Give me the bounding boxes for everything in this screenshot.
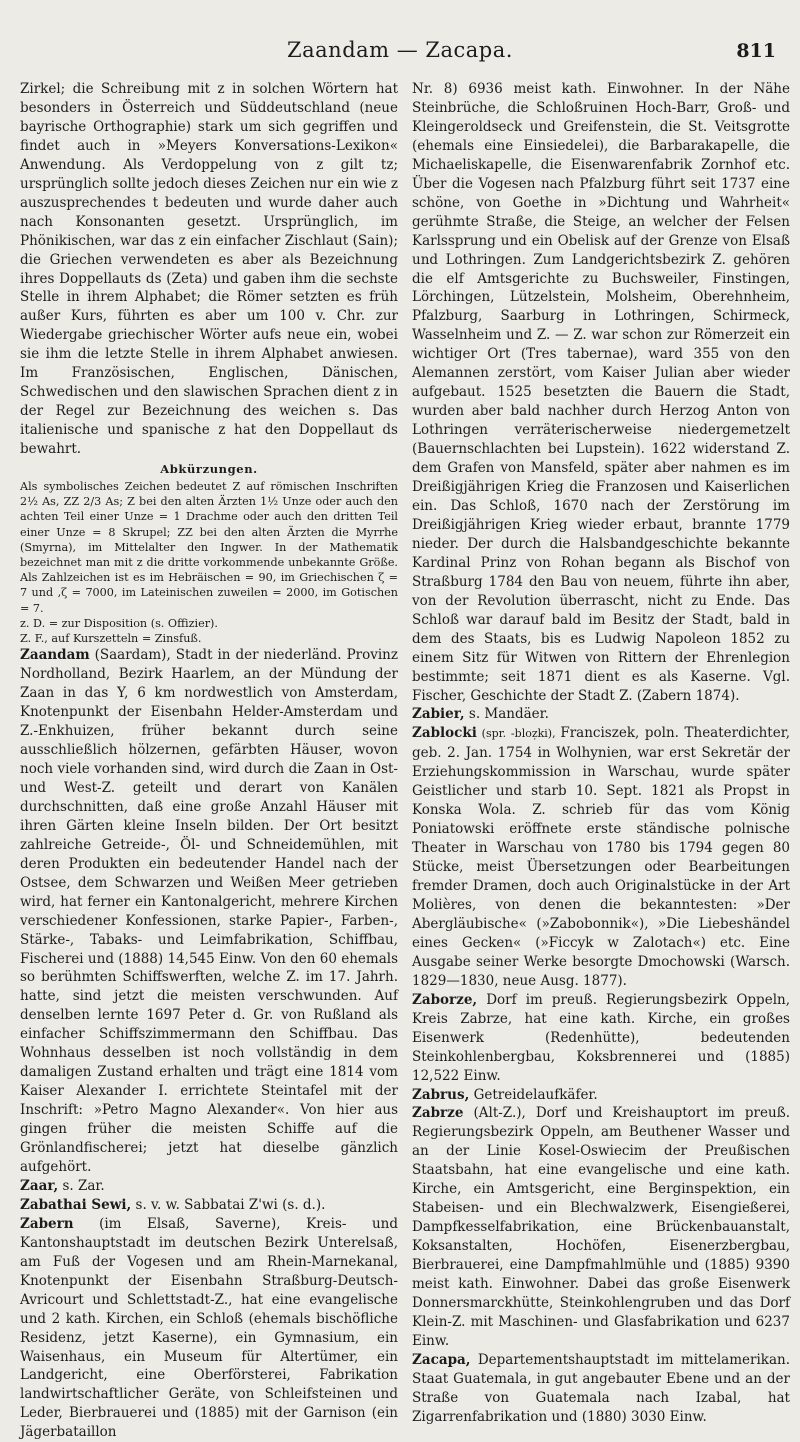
entry-zablocki: [412, 724, 790, 990]
entry-zabern-continuation: Nr. 8) 6936 meist kath. Einwohner. In der Nähe Steinbrüche, die Schloßruinen Hoch-Barr, Groß- und Kleingeroldseck und Greifenstein, die St. Veitsgrotte (ehemals eine Einsiedelei), die Barbarakapelle, die Michaeliskapelle, die Eisenwarenfabrik Zornhof etc. Über die Vogesen nach Pfalzburg führt seit 1737 eine schöne, von Goethe in »Dichtung und Wahrheit« gerühmte Straße, die Steige, an welcher der Felsen Karlssprung und ein Obelisk auf der Grenze von Elsaß und Lothringen. Zum Landgerichtsbezirk Z. gehören die elf Amtsgerichte zu Buchsweiler, Finstingen, Lörchingen, Lützelstein, Molsheim, Oberehnheim, Pfalzburg, Saarburg in Lothringen, Schirmeck, Wasselnheim und Z. — Z. war schon zur Römerzeit ein wichtiger Ort (Tres tabernae), ward 355 von den Alemannen zerstört, vom Kaiser Julian aber wieder aufgebaut. 1525 besetzten die Bauern die Stadt, wurden aber bald nachher durch Herzog Anton von Lothringen verräterischerweise niedergemetzelt (Bauernschlachten bei Lupstein). 1622 widerstand Z. dem Grafen von Mansfeld, später aber nahmen es im Dreißigjährigen Krieg die Franzosen und Kaiserlichen ein. Das Schloß, 1670 nach der Zerstörung im Dreißigjährigen Krieg wieder erbaut, brannte 1779 nieder. Der durch die Halsbandgeschichte bekannte Kardinal Prinz von Rohan begann als Bischof von Straßburg 1784 den Bau von neuem, führte ihn aber, von der Revolution überrascht, nicht zu Ende. Das Schloß war darauf bald im Besitz der Stadt, bald in dem des Staats, bis es Ludwig Napoleon 1852 zu einem Sitz für Witwen von Rittern der Ehrenlegion bestimmte; seit 1871 dient es als Kaserne. Vgl. Fischer, Geschichte der Stadt Z. (Zabern 1874).: [412, 81, 790, 704]
right-column: [412, 80, 790, 1425]
entry-zaandam: [20, 646, 398, 1177]
running-head: Zaandam — Zacapa.: [287, 38, 513, 62]
entry-zabier-text: s. Mandäer.: [464, 706, 549, 723]
entry-zacapa: [412, 1351, 790, 1427]
given-name-zablocki: Franciszek,: [560, 725, 640, 742]
entry-zabrus-text: Getreidelaufkäfer.: [469, 1086, 598, 1103]
headword-zabathai: Zabathai Sewi,: [20, 1196, 132, 1213]
abbreviation-z-d: z. D. = zur Disposition (s. Offizier).: [20, 616, 218, 630]
abbreviations-text: Als symbolisches Zeichen bedeutet Z auf römischen Inschriften 2½ As, ZZ 2/3 As; Z bei den alten Ärzten 1½ Unze oder auch den achten Teil einer Unze = 1 Drachme oder auch den dritten Teil einer Unze = 8 Skrupel; ZZ bei den alten Ärzten die Myrrhe (Smyrna), im Mittelalter den Ingwer. In der Mathematik bezeichnet man mit z die dritte vorkommende unbekannte Größe. Als Zahlzeichen ist es im Hebräischen = 90, im Griechischen ζ = 7 und ,ζ = 7000, im Lateinischen zuweilen = 2000, im Gotischen = 7.: [20, 480, 398, 615]
abbreviations-heading: Abkürzungen.: [160, 462, 258, 477]
entry-z-continuation: Zirkel; die Schreibung mit z in solchen Wörtern hat besonders in Österreich und Süddeutschland (neue bayrische Orthographie) stark um sich gegriffen und findet auch in »Meyers Konversations-Lexikon« Anwendung. Als Verdoppelung von z gilt tz; ursprünglich sollte jedoch dieses Zeichen nur ein wie z auszusprechendes t bedeuten und wurde daher auch nach Konsonanten gesetzt. Ursprünglich, im Phönikischen, war das z ein einfacher Zischlaut (Sain); die Griechen verwendeten es aber als Bezeichnung ihres Doppellauts ds (Zeta) und gaben ihm die sechste Stelle in ihrem Alphabet; die Römer setzten es früh außer Kurs, führten es aber um 100 v. Chr. zur Wiedergabe griechischer Wörter aufs neue ein, wobei sie ihm die letzte Stelle in ihrem Alphabet anwiesen. Im Französischen, Englischen, Dänischen, Schwedischen und den slawischen Sprachen dient z in der Regel zur Bezeichnung des weichen s. Das italienische und spanische z hat den Doppellaut ds bewahrt.: [20, 81, 398, 458]
headword-zabrze: Zabrze: [412, 1105, 464, 1122]
entry-zablocki-text: poln. Theaterdichter, geb. 2. Jan. 1754 in Wolhynien, war erst Sekretär der Erziehungskommission in Warschau, wurde später Geistlicher und starb 10. Sept. 1821 als Propst in Konska Wola. Z. schrieb für das vom König Poniatowski eröffnete erste ständische polnische Theater in Warschau von 1780 bis 1794 gegen 80 Stücke, meist Übersetzungen oder Bearbeitungen fremder Dramen, doch auch Originalstücke in der Art Molières, von denen die bekanntesten: »Der Abergläubische« (»Zabobonnik«), »Die Liebeshändel eines Gecken« (»Ficcyk w Zalotach«) etc. Eine Ausgabe seiner Werke besorgte Dmochowski (Warsch. 1829—1830, neue Ausg. 1877).: [412, 725, 790, 989]
abbreviation-z-f: Z. F., auf Kurszetteln = Zinsfuß.: [20, 632, 202, 646]
headword-zaandam: Zaandam: [20, 647, 90, 664]
entry-zabrze-text: (Alt-Z.), Dorf und Kreishauptort im preuß. Regierungsbezirk Oppeln, am Beuthener Wasser und an der Linie Kosel-Oswiecim der Preußischen Staatsbahn, hat eine evangelische und eine kath. Kirche, ein Amtsgericht, eine Berginspektion, ein Stabeisen- und ein Blechwalzwerk, Eisengießerei, Dampfkesselfabrikation, eine Brückenbauanstalt, Koksanstalten, Hochöfen, Eisenerzbergbau, Bierbrauerei, eine Dampfmahlmühle und (1885) 9390 meist kath. Einwohner. Dabei das große Eisenwerk Donnersmarckhütte, Steinkohlengruben und das Dorf Klein-Z. mit Maschinen- und Glasfabrikation und 6237 Einw.: [412, 1105, 790, 1349]
entry-zaandam-text: (Saardam), Stadt in der niederländ. Provinz Nordholland, Bezirk Haarlem, an der Mündung der Zaan in das Y, 6 km nordwestlich von Amsterdam, Knotenpunkt der Eisenbahn Helder-Amsterdam und Z.-Enkhuizen, früher bekannt durch seine ausschließlich hölzernen, gefärbten Häuser, wovon noch viele vorhanden sind, wird durch die Zaan in Ost- und West-Z. geteilt und derart von Kanälen durchschnitten, daß eine große Anzahl Häuser mit ihren Gärten kleine Inseln bilden. Der Ort besitzt zahlreiche Getreide-, Öl- und Schneidemühlen, mit deren Produkten ein bedeutender Handel nach der Ostsee, dem Schwarzen und Weißen Meer getrieben wird, hat ferner ein Kantonalgericht, mehrere Kirchen verschiedener Konfessionen, starke Papier-, Farben-, Stärke-, Tabaks- und Leimfabrikation, Schiffbau, Fischerei und (1888) 14,545 Einw. Von den 60 ehemals so berühmten Schiffswerften, welche Z. im 17. Jahrh. hatte, sind jetzt die meisten verschwunden. Auf denselben lernte 1697 Peter d. Gr. von Rußland als einfacher Schiffszimmermann den Schiffbau. Das Wohnhaus desselben ist noch vollständig in dem damaligen Zustand erhalten und trägt eine 1814 vom Kaiser Alexander I. errichtete Steintafel mit der Inschrift: »Petro Magno Alexander«. Von hier aus gingen früher die meisten Schiffe auf die Grönlandfischerei; jetzt hat dieselbe gänzlich aufgehört.: [20, 647, 398, 1175]
entry-zaborze-text: Dorf im preuß. Regierungsbezirk Oppeln, Kreis Zabrze, hat eine kath. Kirche, ein großes Eisenwerk (Redenhütte), bedeutenden Steinkohlenbergbau, Koksbrennerei und (1885) 12,522 Einw.: [412, 991, 790, 1084]
entry-zaar-text: s. Zar.: [58, 1177, 105, 1194]
page-number: 811: [736, 40, 776, 62]
entry-zabern-text: (im Elsaß, Saverne), Kreis- und Kantonshauptstadt im deutschen Bezirk Unterelsaß, am Fuß der Vogesen und am Rhein-Marnekanal, Knotenpunkt der Eisenbahn Straßburg-Deutsch-Avricourt und Schlettstadt-Z., hat eine evangelische und 2 kath. Kirchen, ein Schloß (ehemals bischöfliche Residenz, jetzt Kaserne), ein Gymnasium, ein Waisenhaus, ein Museum für Altertümer, ein Landgericht, eine Oberförsterei, Fabrikation landwirtschaftlicher Geräte, von Schleifsteinen und Leder, Bierbrauerei und (1885) mit der Garnison (ein Jägerbataillon: [20, 1215, 398, 1441]
headword-zabrus: Zabrus,: [412, 1086, 470, 1103]
abbreviations-block: [20, 479, 398, 646]
entry-zabern: [20, 1215, 398, 1442]
headword-zabier: Zabier,: [412, 706, 465, 723]
headword-zaar: Zaar,: [20, 1177, 59, 1194]
headword-zaborze: Zaborze,: [412, 991, 478, 1008]
headword-zablocki: Zablocki: [412, 725, 477, 742]
entry-zabathai: [20, 1196, 398, 1215]
page-header: [22, 38, 778, 68]
pronunciation-zablocki: (spr. -bloẓki),: [476, 727, 561, 741]
headword-zacapa: Zacapa,: [412, 1351, 471, 1368]
entry-zabier: [412, 705, 790, 724]
entry-zaar: [20, 1177, 398, 1196]
entry-zabathai-text: s. v. w. Sabbatai Z'wi (s. d.).: [131, 1196, 326, 1213]
headword-zabern: Zabern: [20, 1215, 74, 1232]
entry-zabrus: [412, 1086, 790, 1105]
entry-zaborze: [412, 991, 790, 1086]
entry-zabrze: [412, 1104, 790, 1350]
left-column: [20, 80, 398, 1441]
entry-zacapa-text: Departementshauptstadt im mittelamerikan. Staat Guatemala, in gut angebauter Ebene und an der Straße von Guatemala nach Izabal, hat Zigarrenfabrikation und (1880) 3030 Einw.: [412, 1351, 790, 1425]
